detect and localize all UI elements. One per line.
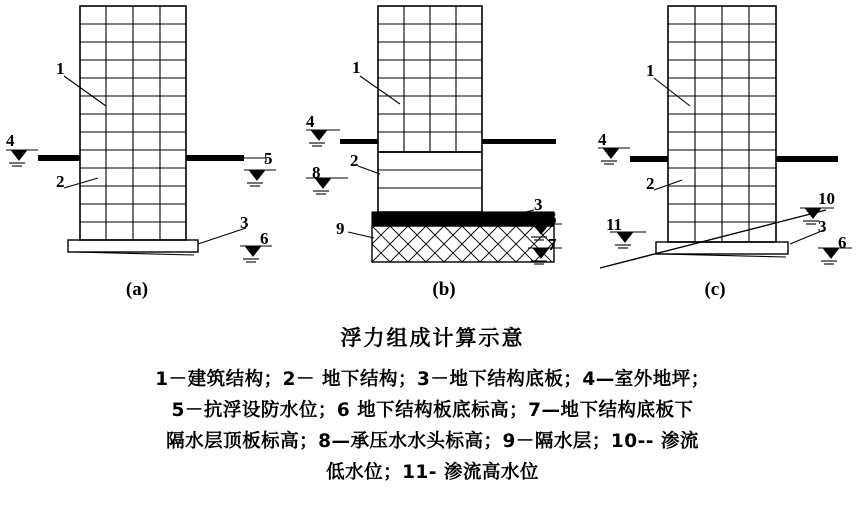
marker-10-c: 10 xyxy=(818,189,835,208)
marker-4-a: 4 xyxy=(6,131,15,150)
legend-line-3: 隔水层顶板标高；8—承压水水头标高；9－隔水层；10-- 渗流 xyxy=(166,431,699,452)
marker-9-b: 9 xyxy=(336,219,345,238)
marker-3-b: 3 xyxy=(534,195,543,214)
marker-1-c: 1 xyxy=(646,61,655,80)
marker-3-c: 3 xyxy=(818,217,827,236)
panel-label-a: (a) xyxy=(125,279,149,300)
marker-7-b: 7 xyxy=(548,235,557,254)
caption-block xyxy=(0,322,865,488)
marker-3-a: 3 xyxy=(240,213,249,232)
marker-2-c: 2 xyxy=(646,174,655,193)
panel-label-c: (c) xyxy=(704,279,726,300)
marker-1-b: 1 xyxy=(352,58,361,77)
marker-2-a: 2 xyxy=(56,172,65,191)
marker-1-a: 1 xyxy=(56,59,65,78)
legend-line-1: 1－建筑结构；2－ 地下结构；3－地下结构底板；4—室外地坪； xyxy=(155,369,710,390)
panel-c-drawing xyxy=(598,6,852,268)
marker-4-c: 4 xyxy=(598,130,607,149)
legend-line-4: 低水位；11- 渗流高水位 xyxy=(326,462,539,483)
panel-a-drawing xyxy=(6,6,276,262)
marker-6-a: 6 xyxy=(260,229,269,248)
marker-4-b: 4 xyxy=(306,112,315,131)
marker-6-b: 6 xyxy=(548,209,557,228)
marker-8-b: 8 xyxy=(312,163,321,182)
marker-6-c: 6 xyxy=(838,233,847,252)
figure-title: 浮力组成计算示意 xyxy=(340,326,525,350)
marker-11-c: 11 xyxy=(606,215,623,234)
marker-2-b: 2 xyxy=(350,151,359,170)
marker-5-a: 5 xyxy=(264,149,273,168)
panel-label-b: (b) xyxy=(432,279,456,300)
legend-line-2: 5－抗浮设防水位；6 地下结构板底标高；7—地下结构底板下 xyxy=(171,400,694,421)
